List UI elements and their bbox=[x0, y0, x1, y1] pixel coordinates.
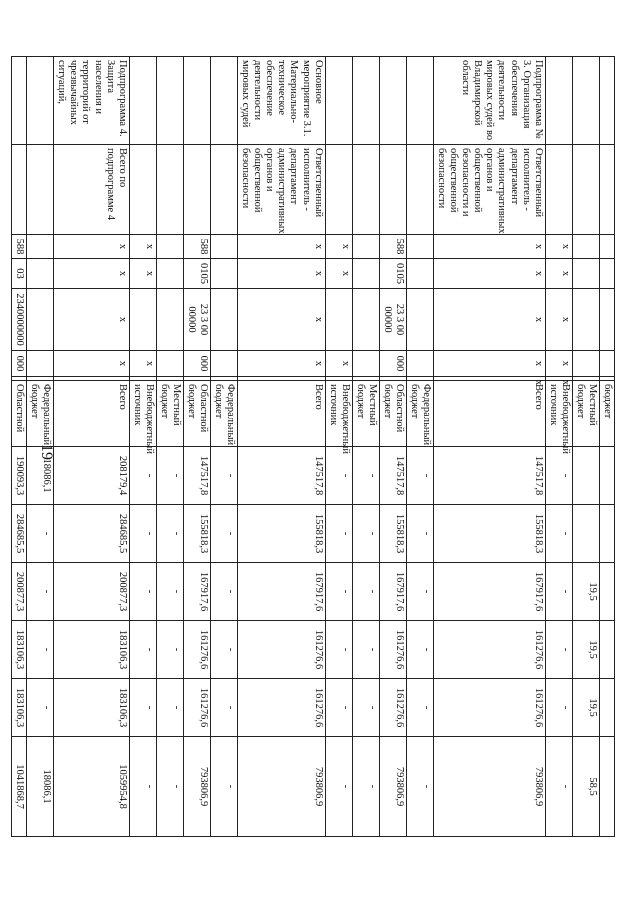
table-cell bbox=[156, 57, 183, 145]
table-cell: 793806,9 bbox=[434, 737, 546, 837]
table-cell bbox=[572, 505, 599, 563]
table-cell bbox=[211, 351, 238, 377]
table-cell: 155818,3 bbox=[183, 505, 210, 563]
table-cell: x bbox=[54, 259, 129, 289]
table-cell: 161276,6 bbox=[238, 621, 325, 679]
table-cell: 000 bbox=[183, 351, 210, 377]
table-cell: - bbox=[407, 621, 434, 679]
table-cell: 23 3 00 00000 bbox=[379, 289, 406, 351]
table-row bbox=[156, 57, 183, 837]
table-cell: - bbox=[156, 679, 183, 737]
table-cell: 2340000000 bbox=[12, 289, 27, 351]
table-cell bbox=[183, 57, 210, 145]
table-row bbox=[54, 57, 129, 837]
table-row bbox=[238, 57, 325, 837]
table-cell: Внебюджетный источник bbox=[545, 381, 572, 447]
table-cell bbox=[156, 235, 183, 259]
table-cell bbox=[545, 145, 572, 235]
table-cell bbox=[545, 57, 572, 145]
table-cell: 588 bbox=[379, 235, 406, 259]
table-cell: x bbox=[434, 351, 546, 377]
table-cell: - bbox=[545, 447, 572, 505]
table-cell: 155818,3 bbox=[434, 505, 546, 563]
table-cell bbox=[325, 145, 352, 235]
table-cell bbox=[27, 351, 54, 377]
table-cell: - bbox=[27, 563, 54, 621]
table-cell: 208179,4 bbox=[54, 447, 129, 505]
table-cell: 0105 bbox=[379, 259, 406, 289]
table-cell: - bbox=[352, 447, 379, 505]
table-cell: - bbox=[27, 621, 54, 679]
table-cell: x bbox=[434, 377, 546, 381]
table-cell bbox=[599, 563, 614, 621]
table-cell: 147517,8 bbox=[183, 447, 210, 505]
table-cell: x bbox=[545, 235, 572, 259]
table-cell: - bbox=[129, 737, 156, 837]
table-cell: 19,5 bbox=[572, 679, 599, 737]
table-cell: 18086,1 bbox=[27, 447, 54, 505]
table-cell: - bbox=[545, 737, 572, 837]
table-cell: - bbox=[211, 505, 238, 563]
table-cell: Местный бюджет bbox=[352, 381, 379, 447]
table-cell: 793806,9 bbox=[379, 737, 406, 837]
table-cell: 0105 bbox=[183, 259, 210, 289]
table-cell: бюджет bbox=[599, 381, 614, 447]
table-cell: 23 3 00 00000 bbox=[183, 289, 210, 351]
table-cell: Всего bbox=[238, 381, 325, 447]
table-cell bbox=[599, 505, 614, 563]
table-cell: 161276,6 bbox=[238, 679, 325, 737]
budget-table bbox=[11, 56, 615, 837]
table-cell: x bbox=[434, 259, 546, 289]
table-row bbox=[599, 57, 614, 837]
table-cell bbox=[325, 57, 352, 145]
table-cell bbox=[211, 145, 238, 235]
table-cell: - bbox=[27, 505, 54, 563]
table-cell bbox=[407, 235, 434, 259]
table-cell: - bbox=[129, 505, 156, 563]
table-cell bbox=[156, 351, 183, 377]
table-cell: Внебюджетный источник bbox=[325, 381, 352, 447]
table-cell: - bbox=[129, 563, 156, 621]
table-cell: - bbox=[545, 505, 572, 563]
rotated-table-area bbox=[14, 56, 615, 836]
table-row bbox=[545, 57, 572, 837]
table-row bbox=[572, 57, 599, 837]
table-cell bbox=[572, 351, 599, 377]
table-cell bbox=[12, 57, 27, 145]
table-cell: 588 bbox=[183, 235, 210, 259]
table-cell: - bbox=[352, 679, 379, 737]
table-cell bbox=[599, 679, 614, 737]
table-cell: Всего bbox=[434, 381, 546, 447]
table-cell: 58,5 bbox=[572, 737, 599, 837]
table-cell: - bbox=[352, 505, 379, 563]
table-cell: x bbox=[54, 351, 129, 377]
table-cell: Всего по подпрограмме 4 bbox=[54, 145, 129, 235]
table-cell: - bbox=[545, 563, 572, 621]
table-cell bbox=[211, 235, 238, 259]
table-cell: - bbox=[407, 563, 434, 621]
table-cell: Местный бюджет bbox=[572, 381, 599, 447]
table-cell: 03 bbox=[12, 259, 27, 289]
table-cell: 588 bbox=[12, 235, 27, 259]
table-cell bbox=[27, 145, 54, 235]
table-row bbox=[407, 57, 434, 837]
table-cell: x bbox=[54, 289, 129, 351]
table-cell: 19,5 bbox=[572, 563, 599, 621]
table-cell bbox=[352, 235, 379, 259]
table-cell: 161276,6 bbox=[379, 679, 406, 737]
table-cell bbox=[379, 145, 406, 235]
table-cell bbox=[352, 289, 379, 351]
table-cell: 167917,6 bbox=[379, 563, 406, 621]
table-cell: 18086,1 bbox=[27, 737, 54, 837]
table-cell: Всего bbox=[54, 381, 129, 447]
table-cell: 284685,5 bbox=[54, 505, 129, 563]
table-cell: Местный бюджет bbox=[156, 381, 183, 447]
table-cell bbox=[183, 145, 210, 235]
table-cell: 190093,3 bbox=[12, 447, 27, 505]
table-cell bbox=[156, 259, 183, 289]
table-cell bbox=[599, 259, 614, 289]
table-row bbox=[129, 57, 156, 837]
table-cell: 155818,3 bbox=[379, 505, 406, 563]
table-cell: x bbox=[325, 259, 352, 289]
table-cell: - bbox=[129, 679, 156, 737]
table-cell: Ответственный исполнитель - департамент административных органов и общественной безопасности bbox=[238, 145, 325, 235]
table-cell: Подпрограмма № 3. Организация обеспечения деятельности мировых судей во Владимирской области bbox=[434, 57, 546, 145]
table-cell: 147517,8 bbox=[238, 447, 325, 505]
table-cell: - bbox=[407, 737, 434, 837]
table-cell bbox=[129, 145, 156, 235]
table-cell: - bbox=[325, 737, 352, 837]
table-cell: x bbox=[325, 235, 352, 259]
table-cell: x bbox=[129, 235, 156, 259]
table-cell: 200877,3 bbox=[12, 563, 27, 621]
table-cell: 000 bbox=[379, 351, 406, 377]
table-cell bbox=[352, 351, 379, 377]
table-cell bbox=[572, 57, 599, 145]
table-cell bbox=[211, 259, 238, 289]
table-cell bbox=[12, 145, 27, 235]
table-cell bbox=[407, 57, 434, 145]
table-cell: 161276,6 bbox=[434, 679, 546, 737]
table-cell bbox=[352, 145, 379, 235]
table-cell: x bbox=[325, 351, 352, 377]
table-cell: - bbox=[325, 621, 352, 679]
table-cell: 147517,8 bbox=[434, 447, 546, 505]
table-cell: 793806,9 bbox=[183, 737, 210, 837]
table-cell: 284685,5 bbox=[12, 505, 27, 563]
table-cell: x bbox=[238, 259, 325, 289]
table-cell: Внебюджетный источник bbox=[129, 381, 156, 447]
table-cell bbox=[572, 289, 599, 351]
table-cell: x bbox=[54, 235, 129, 259]
table-cell bbox=[407, 289, 434, 351]
table-cell bbox=[407, 145, 434, 235]
table-cell: 161276,6 bbox=[183, 621, 210, 679]
table-cell: - bbox=[211, 737, 238, 837]
table-cell bbox=[325, 289, 352, 351]
table-cell bbox=[599, 737, 614, 837]
table-cell: - bbox=[211, 563, 238, 621]
table-cell: 183106,3 bbox=[12, 679, 27, 737]
table-cell: Областной bbox=[12, 381, 27, 447]
table-cell bbox=[599, 447, 614, 505]
table-cell: - bbox=[545, 679, 572, 737]
table-cell bbox=[572, 235, 599, 259]
table-cell: - bbox=[211, 679, 238, 737]
table-cell bbox=[156, 145, 183, 235]
table-cell: 19,5 bbox=[572, 621, 599, 679]
table-cell: - bbox=[352, 563, 379, 621]
table-cell: Областной бюджет bbox=[183, 381, 210, 447]
table-cell: 167917,6 bbox=[183, 563, 210, 621]
table-cell: - bbox=[156, 505, 183, 563]
page-number: 19 bbox=[38, 444, 55, 460]
table-cell: x bbox=[545, 289, 572, 351]
table-cell: - bbox=[156, 563, 183, 621]
table-cell bbox=[352, 259, 379, 289]
table-row bbox=[211, 57, 238, 837]
table-cell: 183106,3 bbox=[54, 621, 129, 679]
table-cell bbox=[27, 259, 54, 289]
table-cell: - bbox=[407, 505, 434, 563]
table-cell: 167917,6 bbox=[434, 563, 546, 621]
table-cell bbox=[129, 289, 156, 351]
table-cell: 793806,9 bbox=[238, 737, 325, 837]
table-cell: - bbox=[211, 447, 238, 505]
table-row bbox=[352, 57, 379, 837]
table-cell: x bbox=[434, 289, 546, 351]
table-cell: 183106,3 bbox=[12, 621, 27, 679]
table-cell: - bbox=[129, 621, 156, 679]
table-cell: 167917,6 bbox=[238, 563, 325, 621]
table-cell: 161276,6 bbox=[183, 679, 210, 737]
table-cell: x bbox=[238, 235, 325, 259]
table-cell bbox=[27, 235, 54, 259]
table-cell: - bbox=[352, 621, 379, 679]
table-cell: x bbox=[545, 351, 572, 377]
table-cell: 1059954,8 bbox=[54, 737, 129, 837]
table-cell bbox=[572, 145, 599, 235]
table-cell: - bbox=[27, 679, 54, 737]
table-row bbox=[325, 57, 352, 837]
table-cell bbox=[379, 57, 406, 145]
table-cell bbox=[599, 235, 614, 259]
table-cell bbox=[407, 351, 434, 377]
table-cell: x bbox=[545, 377, 572, 381]
table-cell bbox=[599, 289, 614, 351]
table-cell: 161276,6 bbox=[379, 621, 406, 679]
table-cell: Федеральный бюджет bbox=[27, 381, 54, 447]
table-cell bbox=[27, 289, 54, 351]
table-cell: x bbox=[129, 351, 156, 377]
table-row bbox=[12, 57, 27, 837]
table-cell: 161276,6 bbox=[434, 621, 546, 679]
table-cell: 200877,3 bbox=[54, 563, 129, 621]
table-cell: 1041868,7 bbox=[12, 737, 27, 837]
table-cell bbox=[407, 259, 434, 289]
table-cell: x bbox=[545, 259, 572, 289]
table-cell: - bbox=[407, 679, 434, 737]
table-cell bbox=[211, 57, 238, 145]
table-cell: Федеральный бюджет bbox=[211, 381, 238, 447]
table-cell: Подпрограмма 4. Защита населения и территорий от чрезвычайных ситуаций, bbox=[54, 57, 129, 145]
table-cell: x bbox=[129, 259, 156, 289]
table-cell: - bbox=[352, 737, 379, 837]
table-cell bbox=[129, 57, 156, 145]
table-cell bbox=[599, 57, 614, 145]
table-cell: Федеральный бюджет bbox=[407, 381, 434, 447]
table-cell bbox=[211, 289, 238, 351]
table-cell: Основное мероприятие 3.1. Материально-техническое обеспечение деятельности мировых судей bbox=[238, 57, 325, 145]
table-cell: - bbox=[325, 679, 352, 737]
table-cell: - bbox=[156, 737, 183, 837]
table-cell: - bbox=[211, 621, 238, 679]
table-cell: - bbox=[407, 447, 434, 505]
table-row bbox=[183, 57, 210, 837]
table-cell: x bbox=[238, 351, 325, 377]
table-cell: Областной бюджет bbox=[379, 381, 406, 447]
table-cell: 155818,3 bbox=[238, 505, 325, 563]
table-cell: - bbox=[325, 505, 352, 563]
table-cell: x bbox=[434, 235, 546, 259]
table-cell bbox=[27, 57, 54, 145]
table-cell bbox=[599, 145, 614, 235]
table-row bbox=[27, 57, 54, 837]
table-cell: 147517,8 bbox=[379, 447, 406, 505]
table-cell bbox=[599, 621, 614, 679]
table-cell: Ответственный исполнитель - департамент административных органов и общественной безопасности и общественной безопасности bbox=[434, 145, 546, 235]
table-cell: - bbox=[325, 447, 352, 505]
table-cell: - bbox=[156, 447, 183, 505]
table-cell: - bbox=[129, 447, 156, 505]
table-cell: 000 bbox=[12, 351, 27, 377]
table-cell bbox=[156, 289, 183, 351]
table-cell: - bbox=[156, 621, 183, 679]
table-cell: 183106,3 bbox=[54, 679, 129, 737]
table-cell bbox=[572, 447, 599, 505]
table-cell bbox=[599, 351, 614, 377]
table-cell bbox=[352, 57, 379, 145]
table-cell bbox=[572, 259, 599, 289]
table-cell: - bbox=[545, 621, 572, 679]
table-row bbox=[379, 57, 406, 837]
table-cell: x bbox=[238, 289, 325, 351]
table-row bbox=[434, 57, 546, 837]
table-cell: - bbox=[325, 563, 352, 621]
